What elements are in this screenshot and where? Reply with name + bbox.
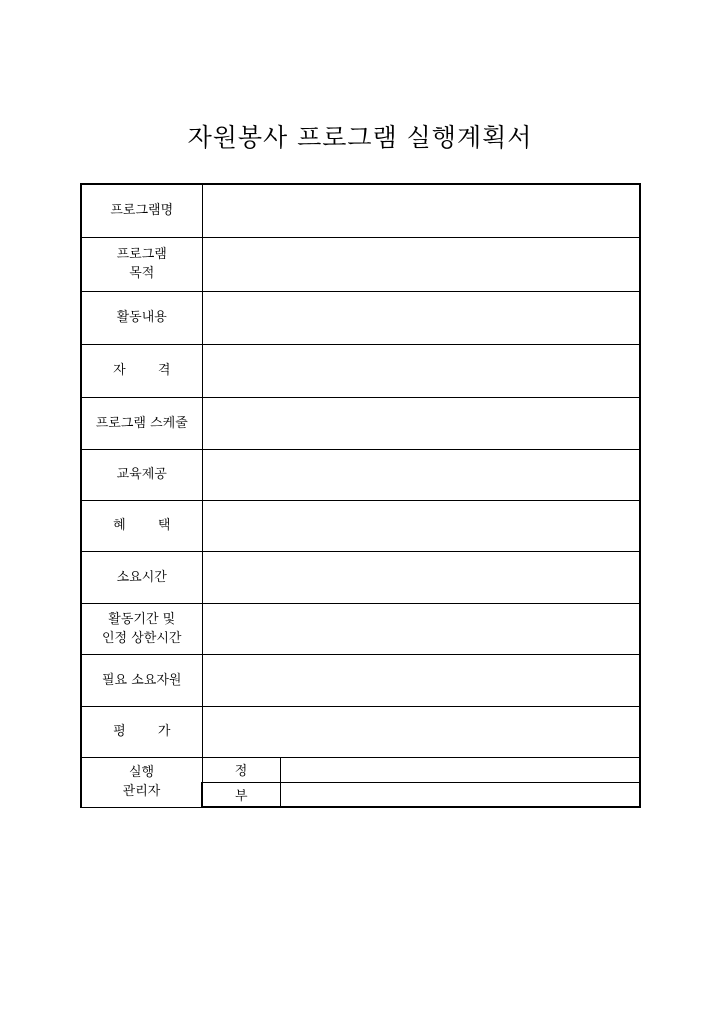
label-manager-primary: 정 xyxy=(202,757,280,782)
row-benefits xyxy=(81,500,640,551)
row-required-resources xyxy=(81,654,640,706)
field-program-schedule[interactable] xyxy=(202,397,640,449)
label-activity-content: 활동내용 xyxy=(81,291,202,344)
field-program-name[interactable] xyxy=(202,184,640,237)
row-activity-period xyxy=(81,603,640,654)
field-program-purpose[interactable] xyxy=(202,237,640,291)
row-program-schedule xyxy=(81,397,640,449)
row-manager-primary xyxy=(81,757,640,782)
field-education[interactable] xyxy=(202,449,640,500)
field-benefits[interactable] xyxy=(202,500,640,551)
label-execution-manager: 실행 관리자 xyxy=(81,757,202,807)
label-qualification: 자 격 xyxy=(81,344,202,397)
field-required-time[interactable] xyxy=(202,551,640,603)
field-required-resources[interactable] xyxy=(202,654,640,706)
field-evaluation[interactable] xyxy=(202,706,640,757)
row-qualification xyxy=(81,344,640,397)
label-program-schedule: 프로그램 스케줄 xyxy=(81,397,202,449)
label-evaluation: 평 가 xyxy=(81,706,202,757)
row-activity-content xyxy=(81,291,640,344)
row-education xyxy=(81,449,640,500)
row-program-purpose xyxy=(81,237,640,291)
row-required-time xyxy=(81,551,640,603)
label-education: 교육제공 xyxy=(81,449,202,500)
label-manager-secondary: 부 xyxy=(202,782,280,807)
document-title: 자원봉사 프로그램 실행계획서 xyxy=(187,123,533,152)
label-required-time: 소요시간 xyxy=(81,551,202,603)
field-qualification[interactable] xyxy=(202,344,640,397)
label-required-resources: 필요 소요자원 xyxy=(81,654,202,706)
label-benefits: 혜 택 xyxy=(81,500,202,551)
plan-form-table xyxy=(80,183,641,808)
label-program-name: 프로그램명 xyxy=(81,184,202,237)
field-activity-period[interactable] xyxy=(202,603,640,654)
label-activity-period: 활동기간 및 인정 상한시간 xyxy=(81,603,202,654)
row-program-name xyxy=(81,184,640,237)
field-activity-content[interactable] xyxy=(202,291,640,344)
row-evaluation xyxy=(81,706,640,757)
label-program-purpose: 프로그램 목적 xyxy=(81,237,202,291)
field-manager-primary[interactable] xyxy=(280,757,640,782)
field-manager-secondary[interactable] xyxy=(280,782,640,807)
